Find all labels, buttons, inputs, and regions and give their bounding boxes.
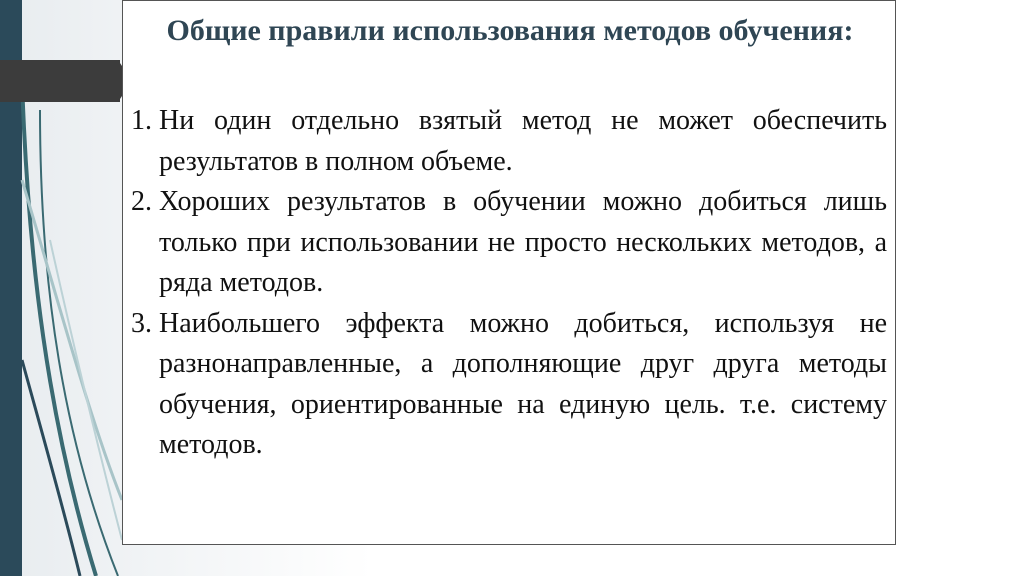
- list-item-text: Наибольшего эффекта можно добиться, используя не разнонаправленные, а дополняющие друг друга методы обучения, ориентированные на единую цель. т.е. систему методов.: [159, 307, 887, 460]
- slide-title: Общие правили использования методов обучения:: [166, 14, 854, 47]
- title-tab: [0, 60, 120, 102]
- stroke-dark-2: [40, 110, 118, 576]
- list-item-number: 2.: [131, 186, 152, 217]
- list-item: [131, 101, 887, 182]
- list-item: [131, 182, 887, 304]
- list-item-number: 1.: [131, 105, 152, 136]
- list-item-number: 3.: [131, 307, 152, 339]
- stroke-light-2: [50, 240, 122, 540]
- stroke-dark-1: [22, 80, 96, 576]
- rules-list: [131, 101, 887, 466]
- list-item-text: Хороших результатов в обучении можно добиться лишь только при использовании не просто нескольких методов, а ряда методов.: [159, 186, 887, 298]
- list-item: [131, 304, 887, 466]
- list-item-text: Ни один отдельно взятый метод не может обеспечить результатов в полном объеме.: [159, 105, 887, 177]
- content-card: [122, 0, 896, 545]
